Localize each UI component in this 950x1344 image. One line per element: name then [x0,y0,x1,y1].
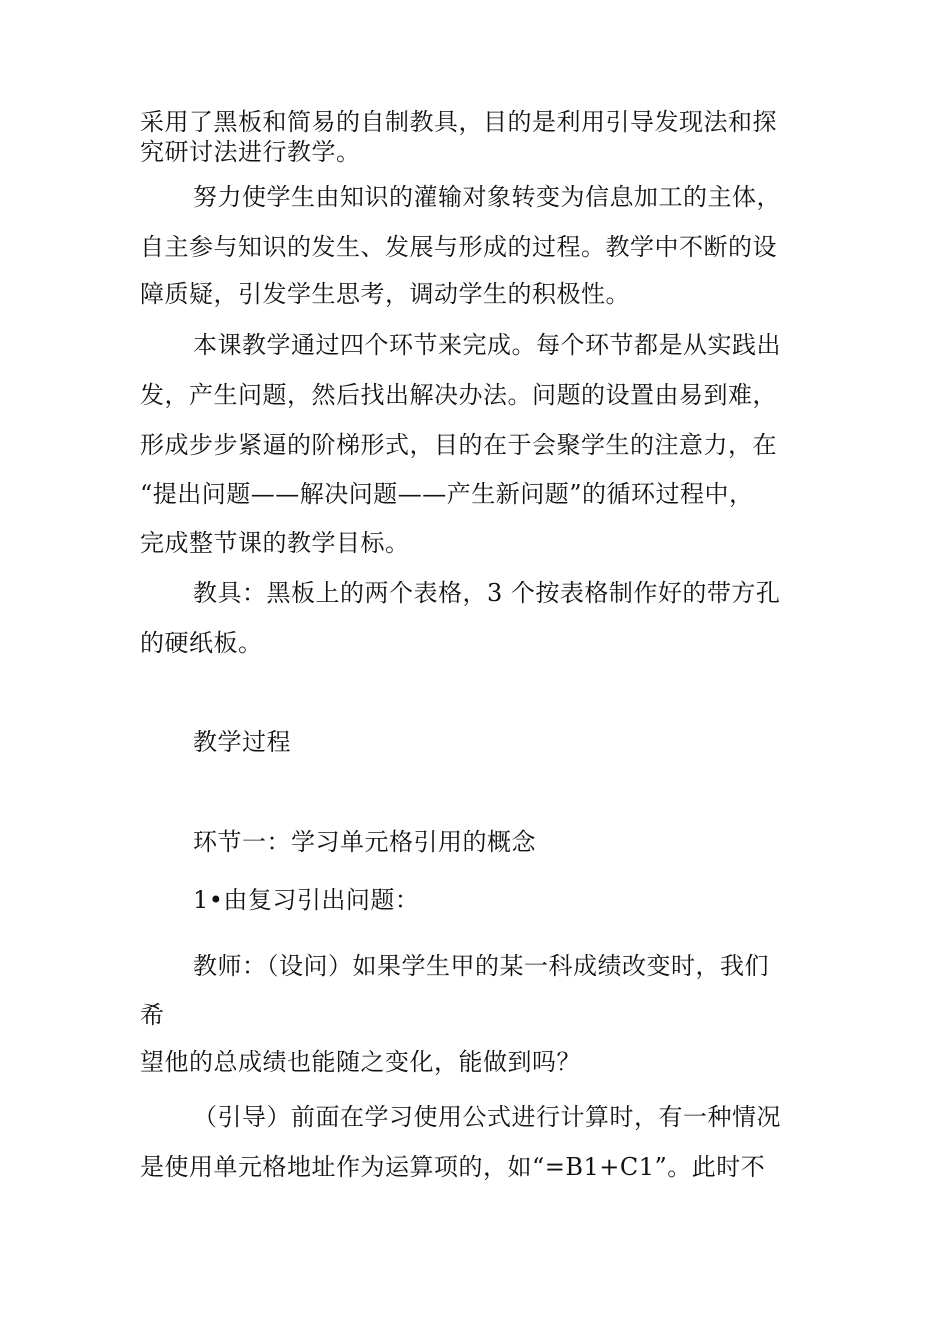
text-line: 本课教学通过四个环节来完成。每个环节都是从实践出 [193,331,781,359]
text-line: 是使用单元格地址作为运算项的，如“=B1+C1”。此时不 [140,1153,766,1181]
text-line: 障质疑，引发学生思考，调动学生的积极性。 [140,280,630,308]
text-line: 自主参与知识的发生、发展与形成的过程。教学中不断的设 [140,233,777,261]
text-line: 的硬纸板。 [140,629,263,657]
text-line: 1•由复习引出问题： [193,886,420,914]
text-line: “提出问题——解决问题——产生新问题”的循环过程中， [140,480,754,508]
text-line: 希 [140,1001,165,1029]
text-line: （引导）前面在学习使用公式进行计算时，有一种情况 [193,1103,781,1131]
subsection-heading: 环节一：学习单元格引用的概念 [193,828,536,856]
text-line: 采用了黑板和简易的自制教具，目的是利用引导发现法和探 [140,108,777,136]
text-line: 望他的总成绩也能随之变化，能做到吗？ [140,1048,581,1076]
text-line: 教师：（设问）如果学生甲的某一科成绩改变时，我们 [193,952,769,980]
text-line: 完成整节课的教学目标。 [140,529,410,557]
text-line: 努力使学生由知识的灌输对象转变为信息加工的主体， [193,183,781,211]
text-line: 发，产生问题，然后找出解决办法。问题的设置由易到难， [140,381,777,409]
text-line: 形成步步紧逼的阶梯形式，目的在于会聚学生的注意力，在 [140,431,777,459]
text-line: 究研讨法进行教学。 [140,138,361,166]
section-heading: 教学过程 [193,728,291,756]
text-line: 教具：黑板上的两个表格，3 个按表格制作好的带方孔 [193,579,781,607]
